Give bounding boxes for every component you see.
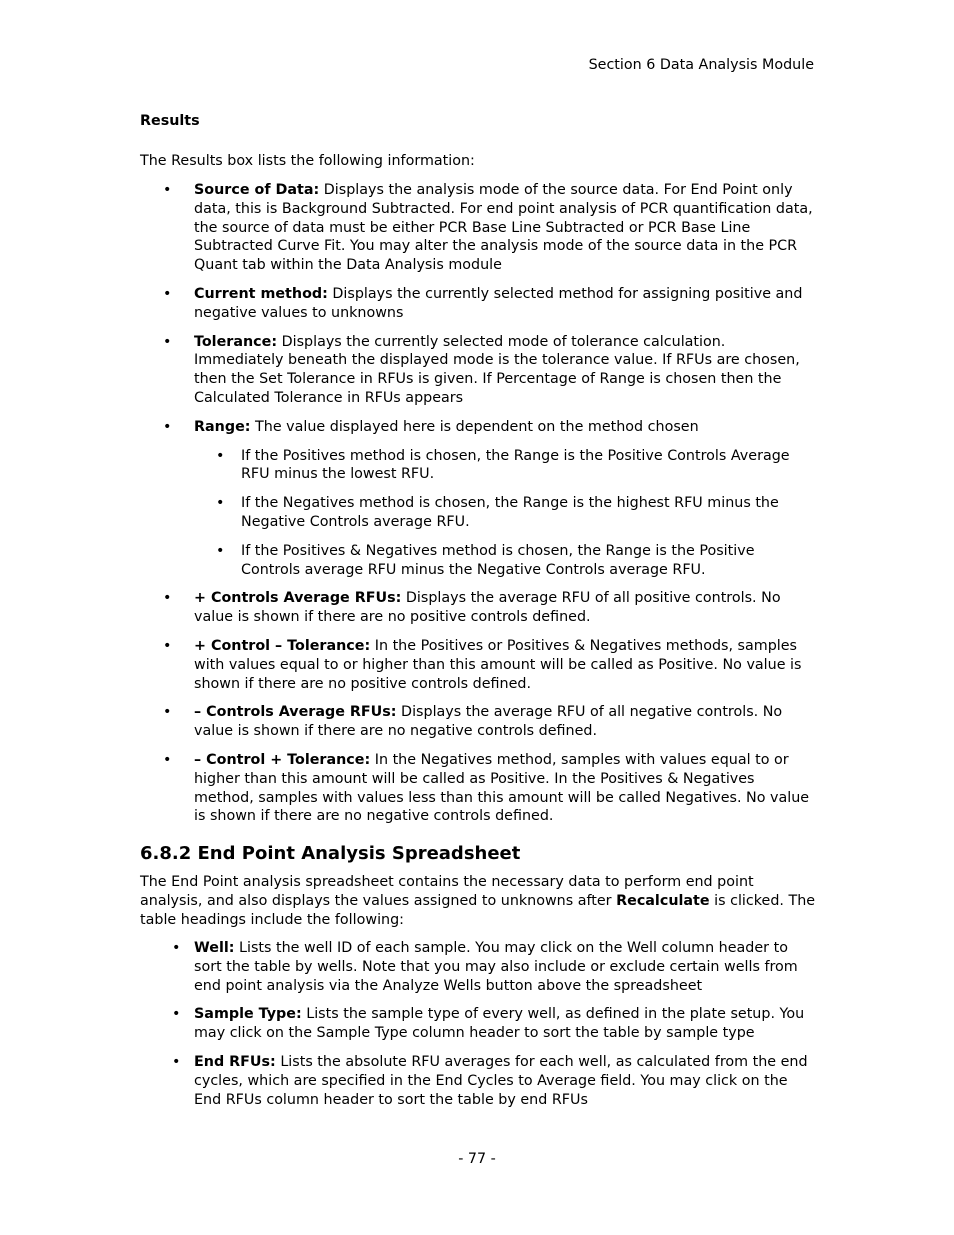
list-item: [140, 1005, 816, 1043]
results-heading: Results: [140, 113, 200, 129]
para-text-before: The End Point analysis spreadsheet contains the necessary data to perform end point analysis, and also displays the values assigned to unknowns after: [140, 874, 754, 909]
bullet-glyph: •: [163, 704, 172, 721]
sub-item-text: If the Positives method is chosen, the Range is the Positive Controls Average RFU minus the lowest RFU.: [241, 447, 790, 483]
bullet-glyph: •: [216, 495, 225, 512]
item-label: – Control + Tolerance:: [194, 751, 371, 768]
bullet-glyph: •: [163, 590, 172, 607]
item-text: In the Positives or Positives & Negatives methods, samples with values equal to or higher than this amount will be called as Positive. No value is shown if there are no positive controls defined.: [194, 637, 802, 692]
item-label: End RFUs:: [194, 1053, 276, 1070]
item-text: Displays the average RFU of all positive controls. No value is shown if there are no positive controls defined.: [194, 590, 781, 626]
list-item: [140, 285, 816, 323]
item-label: Sample Type:: [194, 1006, 302, 1023]
running-header: Section 6 Data Analysis Module: [588, 57, 814, 73]
item-text: Displays the currently selected mode of tolerance calculation. Immediately beneath the displayed mode is the tolerance value. If RFUs are chosen, then the Set Tolerance in RFUs is given. If Percentage of Range is chosen then the Calculated Tolerance in RFUs appears: [194, 333, 800, 406]
item-label: + Control – Tolerance:: [194, 637, 371, 654]
item-text: Lists the well ID of each sample. You may click on the Well column header to sort the table by wells. Note that you may also include or exclude certain wells from end point analysis via the Analyze Wells button above the spreadsheet: [194, 940, 798, 994]
bullet-glyph: •: [163, 285, 172, 302]
bullet-glyph: •: [163, 637, 172, 654]
sub-list-item: [140, 447, 816, 485]
item-label: Tolerance:: [194, 333, 278, 350]
bullet-glyph: •: [172, 1006, 181, 1023]
para-text-after: is clicked. The table headings include the following:: [140, 892, 816, 928]
bullet-glyph: •: [163, 182, 172, 198]
item-text: Displays the currently selected method for assigning positive and negative values to unknowns: [194, 285, 803, 321]
list-item: [140, 703, 816, 741]
item-text: Lists the sample type of every well, as defined in the plate setup. You may click on the Sample Type column header to sort the table by sample type: [194, 1006, 805, 1042]
bullet-glyph: •: [172, 1053, 181, 1070]
list-item: [140, 637, 816, 693]
item-text: In the Negatives method, samples with values equal to or higher than this amount will be called as Positive. In the Positives & Negatives method, samples with values less than this amount will be called Negatives. No value is shown if there are no negative controls defined.: [194, 751, 810, 825]
bullet-glyph: •: [216, 447, 225, 464]
item-text: The value displayed here is dependent on the method chosen: [250, 418, 699, 435]
item-label: Current method:: [194, 285, 328, 302]
bullet-glyph: •: [172, 940, 181, 956]
sub-item-text: If the Negatives method is chosen, the Range is the highest RFU minus the Negative Controls average RFU.: [241, 495, 779, 530]
bullet-glyph: •: [163, 333, 172, 350]
item-label: Range:: [194, 418, 251, 435]
list-item: [140, 939, 816, 995]
results-list: [140, 181, 816, 826]
list-item: [140, 418, 816, 437]
item-text: Displays the average RFU of all negative controls. No value is shown if there are no negative controls defined.: [194, 704, 783, 740]
item-label: – Controls Average RFUs:: [194, 704, 397, 721]
item-label: Source of Data:: [194, 182, 320, 198]
list-item: [140, 1053, 816, 1109]
item-text: Displays the analysis mode of the source data. For End Point only data, this is Background Subtracted. For end point analysis of PCR quantification data, the source of data must be either PCR Base Line Subtracted or PCR Base Line Subtracted Curve Fit. You may alter the analysis mode of the source data in the PCR Quant tab within the Data Analysis module: [194, 182, 813, 274]
list-item: [140, 589, 816, 627]
list-item: [140, 751, 816, 826]
sub-list-item: [140, 542, 816, 580]
section-heading: 6.8.2 End Point Analysis Spreadsheet: [140, 843, 521, 864]
recalculate-label: Recalculate: [616, 892, 710, 909]
bullet-glyph: •: [163, 751, 172, 768]
section-paragraph: [140, 873, 816, 929]
list-item: [140, 181, 816, 275]
sub-item-text: If the Positives & Negatives method is chosen, the Range is the Positive Controls average RFU minus the Negative Controls average RFU.: [241, 542, 755, 578]
table-headings-list: [140, 939, 816, 1109]
bullet-glyph: •: [216, 542, 225, 559]
results-intro: The Results box lists the following information:: [140, 153, 475, 169]
item-text: Lists the absolute RFU averages for each well, as calculated from the end cycles, which are specified in the End Cycles to Average field. You may click on the End RFUs column header to sort the table by end RFUs: [194, 1053, 808, 1108]
item-label: Well:: [194, 940, 235, 956]
bullet-glyph: •: [163, 418, 172, 435]
sub-list-item: [140, 494, 816, 532]
item-label: + Controls Average RFUs:: [194, 590, 402, 607]
list-item: [140, 333, 816, 408]
page-number: - 77 -: [458, 1151, 496, 1167]
